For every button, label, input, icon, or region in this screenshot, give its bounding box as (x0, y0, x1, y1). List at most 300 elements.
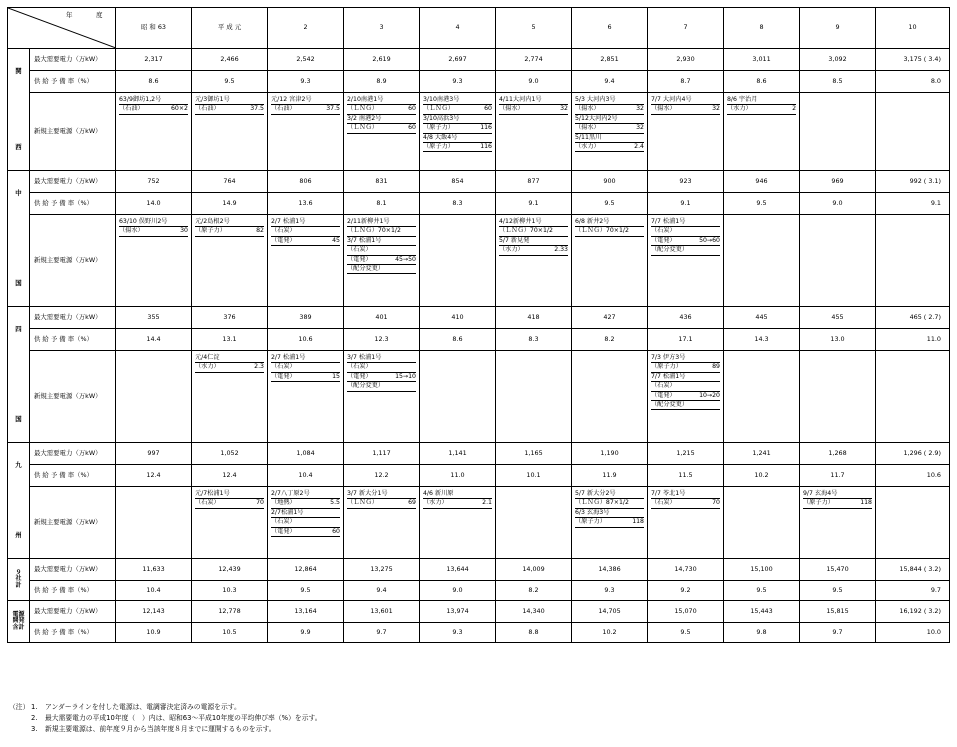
total-name-char: 開発 (12, 617, 25, 625)
plant-spec (271, 373, 340, 382)
plant-cell (648, 215, 724, 307)
plant-spec (271, 518, 340, 527)
plant-cell (876, 351, 950, 443)
value-cell: 12.4 (116, 465, 192, 487)
plant-cell (800, 215, 876, 307)
plant-line (423, 115, 492, 124)
value-cell: 9.7 (344, 623, 420, 643)
value-cell: 465 ( 2.7) (876, 307, 950, 329)
value-cell: 10.2 (572, 623, 648, 643)
plant-line (499, 96, 568, 105)
plant-spec (195, 499, 264, 508)
plant-cell (116, 487, 192, 559)
row-label: 最大需要電力（万kW） (30, 601, 116, 623)
plant-cell (344, 351, 420, 443)
value-cell: 8.7 (648, 71, 724, 93)
value-cell: 8.3 (496, 329, 572, 351)
plant-cell (420, 215, 496, 307)
plant-line (575, 134, 644, 143)
plant-fuel: （石炭） (347, 246, 372, 254)
value-cell: 2,930 (648, 49, 724, 71)
plant-name: 5/7 新大分2号 (575, 490, 644, 499)
plant-name: 7/7 松浦1号 (651, 373, 720, 382)
plant-line (195, 227, 264, 236)
plant-cell (420, 93, 496, 171)
plant-line (119, 218, 188, 227)
value-cell: 900 (572, 171, 648, 193)
value-cell: 831 (344, 171, 420, 193)
plant-line (651, 382, 720, 391)
plant-spec (347, 499, 416, 508)
plant-spec (195, 105, 264, 114)
plant-spec (651, 227, 720, 236)
row-label: 最大需要電力（万kW） (30, 307, 116, 329)
plant-fuel: （水力） (575, 143, 600, 151)
plant-line (651, 354, 720, 363)
value-cell: 436 (648, 307, 724, 329)
plant-line (575, 227, 644, 236)
plant-fuel: （石油） (195, 105, 220, 113)
value-cell: 1,190 (572, 443, 648, 465)
year-header: 7 (648, 8, 724, 49)
value-cell: 14,340 (496, 601, 572, 623)
plant-fuel: （水力） (195, 363, 220, 371)
value-cell: 16,192 ( 3.2) (876, 601, 950, 623)
plant-cell (724, 351, 800, 443)
plant-capacity: 45→50 (395, 255, 416, 263)
total-reserve-row (8, 581, 950, 601)
plant-fuel: （ＬＮＧ）70×1/2 (575, 227, 629, 235)
value-cell: 9.5 (648, 623, 724, 643)
note-number: 2. (31, 714, 38, 722)
region-plants-row (8, 93, 950, 171)
plant-spec (651, 392, 720, 401)
plant-cell (724, 487, 800, 559)
plant-name: 3/10南港3号 (423, 96, 492, 105)
plant-capacity: 70 (712, 499, 720, 507)
value-cell: 8.3 (420, 193, 496, 215)
value-cell: 9.5 (800, 581, 876, 601)
region-reserve-row (8, 465, 950, 487)
plant-line (195, 354, 264, 363)
plant-spec (271, 105, 340, 114)
plant-name: 3/7 新大分1号 (347, 490, 416, 499)
value-cell: 10.2 (724, 465, 800, 487)
plant-line (271, 354, 340, 363)
plant-name: 2/10南港1号 (347, 96, 416, 105)
plant-fuel: （原子力） (195, 227, 226, 235)
value-cell: 9.0 (420, 581, 496, 601)
notes-title: （注） (9, 703, 30, 711)
value-cell: 9.1 (496, 193, 572, 215)
plant-line (271, 237, 340, 246)
plant-cell (572, 215, 648, 307)
region-demand-row (8, 49, 950, 71)
plant-spec (803, 499, 872, 508)
supply-plan-table (7, 7, 950, 643)
value-cell: 1,117 (344, 443, 420, 465)
region-name-char: 関 (15, 67, 22, 76)
plant-fuel: （揚水） (119, 227, 144, 235)
plant-cell (724, 215, 800, 307)
row-label: 新規主要電源（万kW） (30, 93, 116, 171)
plant-fuel: （揚水） (575, 124, 600, 132)
value-cell: 1,296 ( 2.9) (876, 443, 950, 465)
plant-name: 4/11大河内1号 (499, 96, 568, 105)
year-header: 3 (344, 8, 420, 49)
value-cell: 9.1 (648, 193, 724, 215)
plant-line (499, 105, 568, 114)
value-cell: 877 (496, 171, 572, 193)
plant-fuel: （石炭） (195, 499, 220, 507)
plant-spec (575, 105, 644, 114)
value-cell: 9.7 (800, 623, 876, 643)
plant-name: 4/8 大飯4号 (423, 134, 492, 143)
value-cell: 13,601 (344, 601, 420, 623)
value-cell: 9.3 (572, 581, 648, 601)
plant-spec (423, 124, 492, 133)
value-cell: 9.5 (192, 71, 268, 93)
plant-line (651, 499, 720, 508)
plant-capacity: 2.1 (482, 499, 492, 507)
value-cell: 12,439 (192, 559, 268, 581)
plant-fuel: （原子力） (423, 143, 454, 151)
value-cell: 9.5 (268, 581, 344, 601)
plant-cell (344, 487, 420, 559)
plant-name: 3/7 松浦1号 (347, 354, 416, 363)
plant-line (347, 354, 416, 363)
plant-fuel: （石油） (271, 105, 296, 113)
value-cell: 418 (496, 307, 572, 329)
note-2 (9, 713, 939, 724)
value-cell: 427 (572, 307, 648, 329)
plant-line (651, 105, 720, 114)
value-cell: 12,143 (116, 601, 192, 623)
plant-name: 63/10 俣野川2号 (119, 218, 188, 227)
plant-line (727, 105, 796, 114)
year-header: 8 (724, 8, 800, 49)
plant-capacity: 37.5 (250, 105, 264, 113)
value-cell: 11.5 (648, 465, 724, 487)
plant-capacity: 116 (480, 124, 492, 132)
value-cell: 9.5 (572, 193, 648, 215)
plant-fuel: （石炭） (651, 382, 676, 390)
value-cell: 10.4 (268, 465, 344, 487)
region-name-char: 四 (15, 325, 22, 334)
value-cell: 10.6 (876, 465, 950, 487)
plant-name: 2/7松浦1号 (271, 509, 340, 518)
plant-capacity: 116 (480, 143, 492, 151)
plant-cell (268, 215, 344, 307)
year-header: 4 (420, 8, 496, 49)
plant-spec (119, 105, 188, 114)
plant-spec (119, 227, 188, 236)
plant-spec (423, 143, 492, 152)
plant-cell (496, 93, 572, 171)
plant-line (727, 96, 796, 105)
plant-spec (499, 227, 568, 236)
plant-fuel: （配分変更） (347, 265, 385, 273)
value-cell: 9.8 (724, 623, 800, 643)
value-cell: 13.1 (192, 329, 268, 351)
value-cell: 9.9 (268, 623, 344, 643)
value-cell: 15,100 (724, 559, 800, 581)
value-cell: 1,241 (724, 443, 800, 465)
plant-line (575, 96, 644, 105)
total-name-char: 計 (15, 581, 22, 589)
plant-line (119, 96, 188, 105)
value-cell: 15,070 (648, 601, 724, 623)
value-cell: 14.3 (724, 329, 800, 351)
value-cell: 13,644 (420, 559, 496, 581)
note-text: 新規主要電源は、前年度９月から当該年度８月までに運開するものを示す。 (45, 725, 276, 733)
plant-line (347, 246, 416, 255)
plant-line (651, 363, 720, 372)
plant-spec (575, 124, 644, 133)
total-name-char: 社 (15, 575, 22, 583)
row-label: 新規主要電源（万kW） (30, 215, 116, 307)
plant-line (575, 115, 644, 124)
value-cell: 10.9 (116, 623, 192, 643)
plant-line (347, 227, 416, 236)
plant-spec (499, 105, 568, 114)
value-cell: 376 (192, 307, 268, 329)
plant-name: 2/7八丁原2号 (271, 490, 340, 499)
plant-fuel: （ＬＮＧ）70×1/2 (499, 227, 553, 235)
plant-cell (268, 351, 344, 443)
plant-name: 5/3 大河内3号 (575, 96, 644, 105)
plant-capacity: 15 (332, 372, 340, 380)
plant-spec (347, 256, 416, 265)
plant-spec (347, 373, 416, 382)
plant-capacity: 32 (636, 105, 644, 113)
plant-line (195, 490, 264, 499)
plant-fuel: （電発） (347, 372, 372, 380)
region-name-char: 九 (15, 461, 22, 470)
value-cell: 14,730 (648, 559, 724, 581)
plant-spec (271, 363, 340, 372)
plant-line (575, 509, 644, 518)
plant-fuel: （ＬＮＧ） (347, 124, 378, 132)
row-label: 最大需要電力（万kW） (30, 171, 116, 193)
region-plants-row (8, 215, 950, 307)
value-cell: 455 (800, 307, 876, 329)
value-cell: 13,974 (420, 601, 496, 623)
value-cell: 969 (800, 171, 876, 193)
value-cell: 13.6 (268, 193, 344, 215)
plant-line (499, 227, 568, 236)
region-name (8, 49, 30, 171)
plant-line (499, 218, 568, 227)
value-cell: 8.2 (496, 581, 572, 601)
plant-line (347, 499, 416, 508)
plant-name: 7/7 松浦1号 (651, 218, 720, 227)
plant-fuel: （ＬＮＧ）70×1/2 (347, 227, 401, 235)
plant-cell (876, 215, 950, 307)
plant-fuel: （原子力） (803, 499, 834, 507)
value-cell: 13,164 (268, 601, 344, 623)
plant-line (347, 490, 416, 499)
value-cell: 1,215 (648, 443, 724, 465)
row-label: 最大需要電力（万kW） (30, 559, 116, 581)
region-name-char: 中 (15, 189, 22, 198)
value-cell: 14.0 (116, 193, 192, 215)
plant-line (119, 227, 188, 236)
plant-cell (496, 215, 572, 307)
plant-cell (192, 487, 268, 559)
value-cell: 14.9 (192, 193, 268, 215)
value-cell: 8.0 (876, 71, 950, 93)
plant-line (423, 124, 492, 133)
plant-line (347, 115, 416, 124)
value-cell: 2,466 (192, 49, 268, 71)
plant-cell (800, 351, 876, 443)
plant-fuel: （原子力） (423, 124, 454, 132)
plant-cell (496, 487, 572, 559)
plant-spec (347, 246, 416, 255)
plant-fuel: （電発） (347, 255, 372, 263)
plant-capacity: 60 (408, 105, 416, 113)
plant-capacity: 82 (256, 227, 264, 235)
plant-spec (347, 265, 416, 274)
region-reserve-row (8, 329, 950, 351)
value-cell: 2,542 (268, 49, 344, 71)
plant-line (271, 518, 340, 527)
plant-spec (651, 382, 720, 391)
year-header: 昭 和 63 (116, 8, 192, 49)
row-label: 供 給 予 備 率（%） (30, 623, 116, 643)
plant-capacity: 60 (484, 105, 492, 113)
header-corner (8, 8, 116, 49)
plant-line (575, 143, 644, 152)
value-cell: 9.3 (420, 623, 496, 643)
plant-cell (344, 93, 420, 171)
row-label: 新規主要電源（万kW） (30, 351, 116, 443)
header-row (8, 8, 950, 49)
value-cell: 1,141 (420, 443, 496, 465)
plant-spec (575, 227, 644, 236)
plant-cell (268, 93, 344, 171)
plant-line (575, 124, 644, 133)
year-header: 2 (268, 8, 344, 49)
value-cell: 764 (192, 171, 268, 193)
plant-line (651, 237, 720, 246)
note-3 (9, 724, 939, 735)
value-cell: 8.5 (800, 71, 876, 93)
plant-cell (420, 487, 496, 559)
plant-name: 3/2 南港2号 (347, 115, 416, 124)
plant-capacity: 10→20 (699, 391, 720, 399)
plant-cell (800, 487, 876, 559)
plant-capacity: 32 (636, 124, 644, 132)
region-demand-row (8, 443, 950, 465)
plant-name: 7/3 伊方3号 (651, 354, 720, 363)
plant-fuel: （ＬＮＧ） (347, 499, 378, 507)
value-cell: 9.2 (648, 581, 724, 601)
value-cell: 10.6 (268, 329, 344, 351)
year-header: 6 (572, 8, 648, 49)
plant-spec (347, 363, 416, 372)
plant-capacity: 2.33 (554, 246, 568, 254)
value-cell: 11.7 (800, 465, 876, 487)
plant-line (271, 528, 340, 537)
plant-line (651, 227, 720, 236)
plant-line (271, 105, 340, 114)
value-cell: 11.0 (876, 329, 950, 351)
plant-name: 5/12大河内2号 (575, 115, 644, 124)
plant-line (423, 105, 492, 114)
value-cell: 3,011 (724, 49, 800, 71)
plant-name: 2/11新柳井1号 (347, 218, 416, 227)
plant-cell (572, 93, 648, 171)
plant-capacity: 15→10 (395, 372, 416, 380)
plant-capacity: 60×2 (171, 105, 188, 113)
plant-spec (651, 499, 720, 508)
plant-line (575, 499, 644, 508)
region-demand-row (8, 307, 950, 329)
row-label: 供 給 予 備 率（%） (30, 581, 116, 601)
plant-name: 2/7 松浦1号 (271, 354, 340, 363)
plant-fuel: （ＬＮＧ）87×1/2 (575, 499, 629, 507)
value-cell: 14,009 (496, 559, 572, 581)
value-cell: 997 (116, 443, 192, 465)
value-cell: 946 (724, 171, 800, 193)
plant-spec (347, 105, 416, 114)
plant-fuel: （地熱） (271, 499, 296, 507)
row-label: 最大需要電力（万kW） (30, 443, 116, 465)
plant-cell (420, 351, 496, 443)
value-cell: 11,633 (116, 559, 192, 581)
plant-name: 5/7 新見発 (499, 237, 568, 246)
plant-spec (271, 227, 340, 236)
plant-line (347, 96, 416, 105)
plant-spec (195, 363, 264, 372)
value-cell: 9.4 (572, 71, 648, 93)
plant-line (651, 218, 720, 227)
value-cell: 12.2 (344, 465, 420, 487)
value-cell: 9.3 (420, 71, 496, 93)
value-cell: 752 (116, 171, 192, 193)
plant-line (575, 105, 644, 114)
value-cell: 12.4 (192, 465, 268, 487)
plant-fuel: （石炭） (271, 363, 296, 371)
plant-name: 元/12 宮津2号 (271, 96, 340, 105)
value-cell: 923 (648, 171, 724, 193)
value-cell: 10.3 (192, 581, 268, 601)
year-header: 平 成 元 (192, 8, 268, 49)
note-text: アンダーラインを付した電源は、電調審決定済みの電源を示す。 (45, 703, 241, 711)
plant-spec (651, 237, 720, 246)
total-name-char: 含計 (12, 623, 25, 631)
note-number: 1. (31, 703, 38, 711)
plant-line (423, 134, 492, 143)
plant-line (803, 499, 872, 508)
plant-cell (876, 93, 950, 171)
note-1 (9, 702, 939, 713)
note-text: 最大需要電力の平成10年度（ ）内は、昭和63～平成10年度の平均伸び率（%）を示す。 (45, 714, 322, 722)
plant-fuel: （電発） (651, 236, 676, 244)
plant-line (347, 373, 416, 382)
value-cell: 14,705 (572, 601, 648, 623)
plant-cell (192, 215, 268, 307)
plant-fuel: （揚水） (651, 105, 676, 113)
value-cell: 12.3 (344, 329, 420, 351)
value-cell: 445 (724, 307, 800, 329)
value-cell: 9.1 (876, 193, 950, 215)
corner-label-nen: 年 (66, 11, 73, 19)
value-cell: 12,864 (268, 559, 344, 581)
value-cell: 10.1 (496, 465, 572, 487)
